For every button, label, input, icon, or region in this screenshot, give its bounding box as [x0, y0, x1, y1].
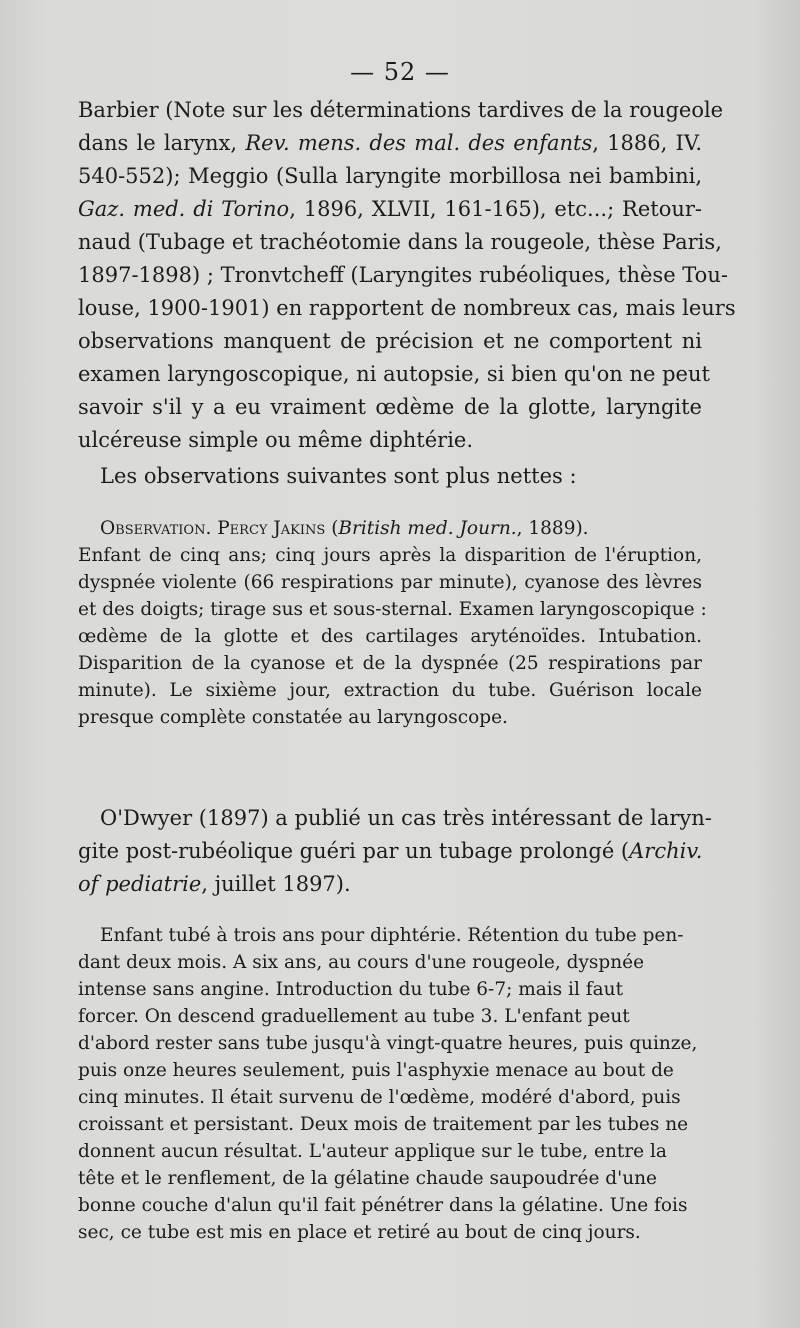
text-line: ulcéreuse simple ou même diphtérie.: [78, 428, 474, 452]
text-line: O'Dwyer (1897) a publié un cas très intéressant de laryn-: [100, 806, 712, 830]
text-line: dant deux mois. A six ans, au cours d'une rougeole, dyspnée: [78, 952, 645, 973]
text-line: dyspnée violente (66 respirations par minute), cyanose des lèvres: [78, 572, 702, 593]
observation-author: Percy Jakins: [217, 518, 326, 539]
text-line: presque complète constatée au laryngoscope.: [78, 707, 508, 728]
page-number: — 52 —: [350, 58, 450, 86]
italic-journal-title: Gaz. med. di Torino: [78, 197, 290, 221]
paragraph-bibliography: [78, 94, 736, 457]
text-line: sec, ce tube est mis en place et retiré au bout de cinq jours.: [78, 1222, 641, 1243]
observation-label: Observation.: [100, 518, 212, 539]
text-line: Les observations suivantes sont plus nettes :: [100, 464, 577, 488]
text-line: 1897-1898) ; Tronvtcheff (Laryngites rubéoliques, thèse Tou-: [78, 263, 728, 287]
text-line-with-italic: [78, 835, 702, 868]
text-line: Enfant de cinq ans; cinq jours après la disparition de l'éruption,: [78, 545, 702, 566]
italic-journal-title: British med. Journ.: [338, 518, 517, 539]
text-line: d'abord rester sans tube jusqu'à vingt-quatre heures, puis quinze,: [78, 1033, 698, 1054]
text-line: savoir s'il y a eu vraiment œdème de la glotte, laryngite: [78, 395, 702, 419]
text-line: croissant et persistant. Deux mois de traitement par les tubes ne: [78, 1114, 689, 1135]
text-fragment: , 1886, IV.: [592, 131, 702, 155]
text-fragment: (: [325, 518, 339, 539]
text-line: et des doigts; tirage sus et sous-sternal. Examen laryngoscopique :: [78, 599, 707, 620]
text-line: œdème de la glotte et des cartilages aryténoïdes. Intubation.: [78, 626, 702, 647]
text-line: 540-552); Meggio (Sulla laryngite morbillosa nei bambini,: [78, 164, 702, 188]
text-line: Enfant tubé à trois ans pour diphtérie. Rétention du tube pen-: [100, 925, 684, 946]
text-line: naud (Tubage et trachéotomie dans la rougeole, thèse Paris,: [78, 230, 722, 254]
text-line: tête et le renflement, de la gélatine chaude saupoudrée d'une: [78, 1168, 657, 1189]
observation-heading: [78, 515, 702, 542]
italic-journal-title: Archiv.: [629, 839, 703, 863]
text-fragment: , 1889).: [516, 518, 589, 539]
text-line: Barbier (Note sur les déterminations tardives de la rougeole: [78, 98, 724, 122]
text-line: examen laryngoscopique, ni autopsie, si bien qu'on ne peut: [78, 362, 710, 386]
observation-block: [78, 515, 707, 731]
text-line: cinq minutes. Il était survenu de l'œdème, modéré d'abord, puis: [78, 1087, 681, 1108]
text-line-with-italic: [78, 193, 702, 226]
text-fragment: gite post-rubéolique guéri par un tubage prolongé (: [78, 839, 630, 863]
text-line: intense sans angine. Introduction du tube 6-7; mais il faut: [78, 979, 624, 1000]
case-description: [78, 922, 702, 1246]
text-line: bonne couche d'alun qu'il fait pénétrer dans la gélatine. Une fois: [78, 1195, 688, 1216]
paragraph-intro-observations: [78, 460, 702, 493]
italic-journal-title: of pediatrie: [78, 872, 202, 896]
italic-journal-title: Rev. mens. des mal. des enfants: [245, 131, 593, 155]
text-line: donnent aucun résultat. L'auteur applique sur le tube, entre la: [78, 1141, 667, 1162]
text-line-with-italic: [78, 868, 702, 901]
text-line: observations manquent de précision et ne comportent ni: [78, 329, 702, 353]
text-line: puis onze heures seulement, puis l'asphyxie menace au bout de: [78, 1060, 674, 1081]
text-fragment: , juillet 1897).: [201, 872, 351, 896]
text-line: minute). Le sixième jour, extraction du tube. Guérison locale: [78, 680, 702, 701]
text-line: Disparition de la cyanose et de la dyspnée (25 respirations par: [78, 653, 702, 674]
paragraph-odwyer: [78, 802, 712, 901]
text-line: louse, 1900-1901) en rapportent de nombreux cas, mais leurs: [78, 296, 736, 320]
text-line-with-italic: [78, 127, 702, 160]
text-fragment: , 1896, XLVII, 161-165), etc...; Retour-: [289, 197, 702, 221]
text-fragment: dans le larynx,: [78, 131, 246, 155]
text-line: forcer. On descend graduellement au tube 3. L'enfant peut: [78, 1006, 630, 1027]
